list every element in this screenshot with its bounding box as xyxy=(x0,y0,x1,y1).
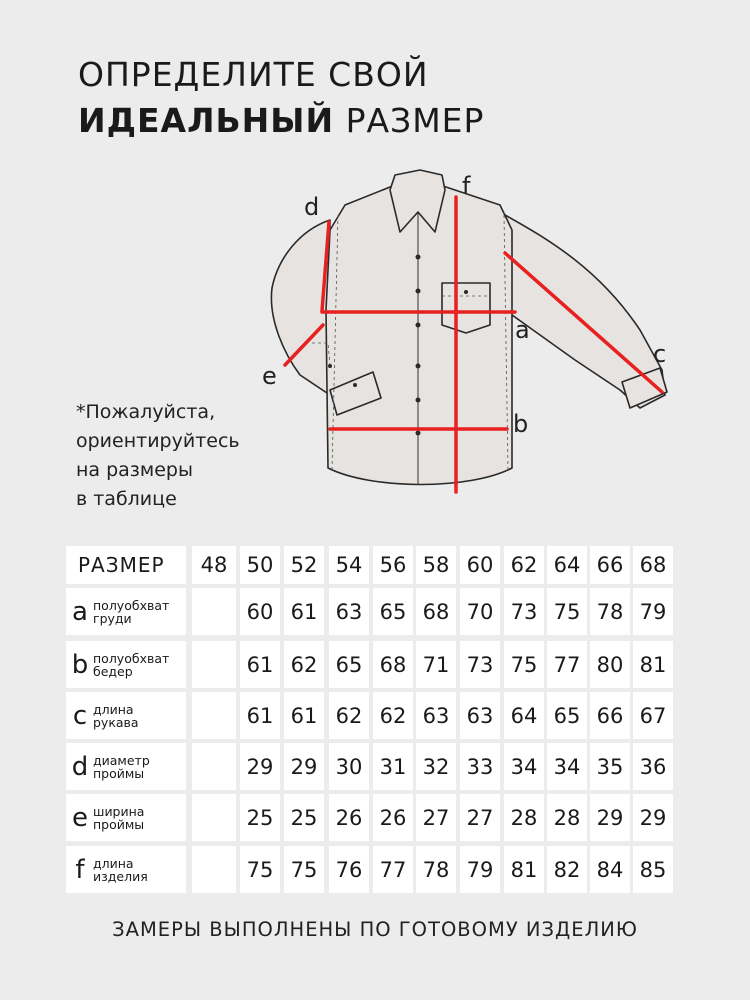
size-header-60: 60 xyxy=(460,546,500,584)
table-cell: 26 xyxy=(373,794,413,841)
table-cell: 66 xyxy=(590,692,630,739)
row-letter: c xyxy=(72,700,88,731)
table-cell: 63 xyxy=(329,588,369,635)
title-rest: РАЗМЕР xyxy=(334,101,485,140)
table-cell: 29 xyxy=(240,743,280,790)
row-label-f xyxy=(66,846,186,893)
table-cell: 64 xyxy=(504,692,544,739)
table-cell: 75 xyxy=(504,641,544,688)
table-cell: 28 xyxy=(504,794,544,841)
table-cell: 78 xyxy=(590,588,630,635)
table-cell: 25 xyxy=(240,794,280,841)
row-letter: e xyxy=(72,802,88,833)
label-c: c xyxy=(653,340,667,368)
label-e: e xyxy=(262,362,277,390)
row-label-e xyxy=(66,794,186,841)
table-cell: 75 xyxy=(284,846,324,893)
row-label-a xyxy=(66,588,186,635)
table-cell: 61 xyxy=(240,692,280,739)
size-header-48: 48 xyxy=(192,546,236,584)
table-cell: 29 xyxy=(633,794,673,841)
row-letter: d xyxy=(71,751,89,782)
table-cell: 81 xyxy=(633,641,673,688)
size-header-56: 56 xyxy=(373,546,413,584)
table-cell: 84 xyxy=(590,846,630,893)
table-cell: 26 xyxy=(329,794,369,841)
row-letter: a xyxy=(72,596,88,627)
size-header-64: 64 xyxy=(547,546,587,584)
table-cell xyxy=(192,846,236,893)
table-cell: 67 xyxy=(633,692,673,739)
table-cell: 62 xyxy=(329,692,369,739)
table-cell: 77 xyxy=(547,641,587,688)
table-cell: 65 xyxy=(373,588,413,635)
title-bold-word: ИДЕАЛЬНЫЙ xyxy=(78,101,335,140)
row-description: ширина проймы xyxy=(93,803,145,832)
table-cell: 61 xyxy=(284,692,324,739)
table-cell: 25 xyxy=(284,794,324,841)
table-cell: 36 xyxy=(633,743,673,790)
row-letter: b xyxy=(71,649,89,680)
table-cell: 62 xyxy=(284,641,324,688)
table-cell: 73 xyxy=(504,588,544,635)
table-cell: 32 xyxy=(416,743,456,790)
row-letter: f xyxy=(75,854,85,885)
table-cell xyxy=(192,743,236,790)
row-description: длина изделия xyxy=(93,855,148,884)
table-cell: 29 xyxy=(284,743,324,790)
label-d: d xyxy=(304,193,320,221)
table-cell: 75 xyxy=(547,588,587,635)
table-cell: 81 xyxy=(504,846,544,893)
table-cell: 63 xyxy=(460,692,500,739)
size-note: *Пожалуйста, ориентируйтесь на размеры в таблице xyxy=(76,401,240,510)
label-a: a xyxy=(515,316,530,344)
size-header-68: 68 xyxy=(633,546,673,584)
table-cell: 27 xyxy=(460,794,500,841)
row-description: полуобхват груди xyxy=(93,597,170,626)
footer-note: ЗАМЕРЫ ВЫПОЛНЕНЫ ПО ГОТОВОМУ ИЗДЕЛИЮ xyxy=(112,918,638,941)
size-header-54: 54 xyxy=(329,546,369,584)
table-cell xyxy=(192,692,236,739)
title-line-1: ОПРЕДЕЛИТЕ СВОЙ xyxy=(78,55,429,94)
table-cell: 82 xyxy=(547,846,587,893)
table-cell xyxy=(192,794,236,841)
size-header-50: 50 xyxy=(240,546,280,584)
size-header-58: 58 xyxy=(416,546,456,584)
table-cell: 30 xyxy=(329,743,369,790)
label-f: f xyxy=(462,172,471,200)
row-label-d xyxy=(66,743,186,790)
table-cell: 63 xyxy=(416,692,456,739)
size-header-52: 52 xyxy=(284,546,324,584)
row-description: длина рукава xyxy=(93,701,139,730)
table-cell: 31 xyxy=(373,743,413,790)
table-cell: 75 xyxy=(240,846,280,893)
table-cell: 60 xyxy=(240,588,280,635)
size-header-62: 62 xyxy=(504,546,544,584)
table-cell: 29 xyxy=(590,794,630,841)
table-cell: 79 xyxy=(460,846,500,893)
row-label-c xyxy=(66,692,186,739)
page-title xyxy=(78,52,484,144)
size-header-66: 66 xyxy=(590,546,630,584)
table-cell: 34 xyxy=(547,743,587,790)
shirt-body xyxy=(326,185,512,485)
table-cell: 79 xyxy=(633,588,673,635)
table-cell: 65 xyxy=(547,692,587,739)
table-cell: 77 xyxy=(373,846,413,893)
table-cell: 76 xyxy=(329,846,369,893)
table-cell: 34 xyxy=(504,743,544,790)
row-description: полуобхват бедер xyxy=(93,650,170,679)
table-cell: 27 xyxy=(416,794,456,841)
row-description: диаметр проймы xyxy=(93,752,150,781)
table-cell: 35 xyxy=(590,743,630,790)
label-b: b xyxy=(513,410,529,438)
table-cell: 70 xyxy=(460,588,500,635)
table-cell: 68 xyxy=(373,641,413,688)
table-cell: 73 xyxy=(460,641,500,688)
table-header-label: РАЗМЕР xyxy=(66,546,186,584)
table-cell xyxy=(192,641,236,688)
table-cell: 33 xyxy=(460,743,500,790)
table-cell: 85 xyxy=(633,846,673,893)
table-cell: 71 xyxy=(416,641,456,688)
table-cell: 28 xyxy=(547,794,587,841)
table-cell xyxy=(192,588,236,635)
table-cell: 80 xyxy=(590,641,630,688)
table-cell: 78 xyxy=(416,846,456,893)
table-cell: 61 xyxy=(284,588,324,635)
table-cell: 61 xyxy=(240,641,280,688)
table-cell: 65 xyxy=(329,641,369,688)
table-cell: 62 xyxy=(373,692,413,739)
table-cell: 68 xyxy=(416,588,456,635)
title-line-2 xyxy=(78,98,484,144)
row-label-b xyxy=(66,641,186,688)
